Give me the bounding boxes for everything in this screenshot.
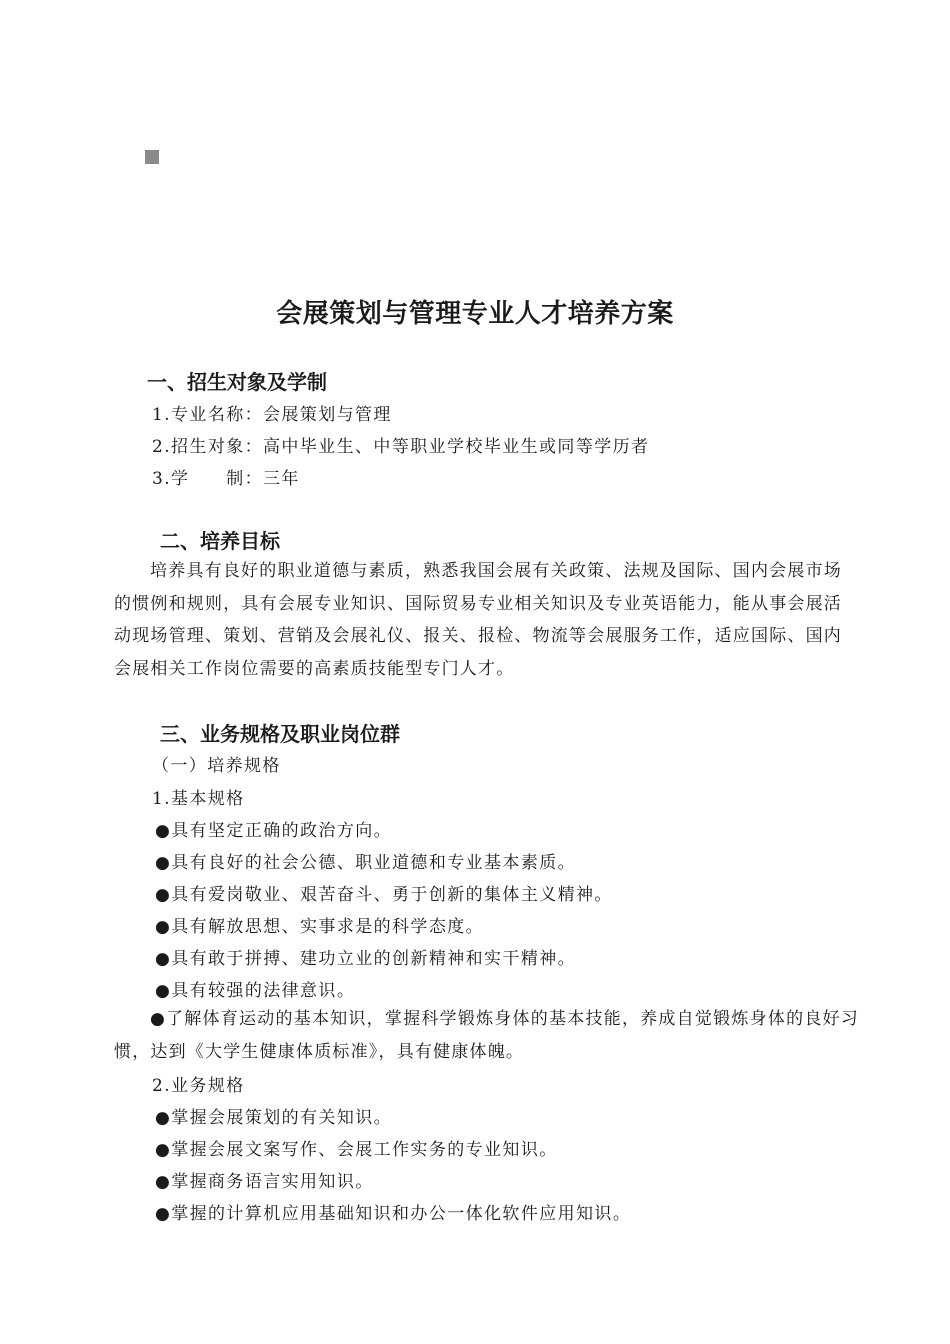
basic-spec-item: ●具有解放思想、实事求是的科学态度。 — [155, 917, 485, 937]
section1-item-target: 2.招生对象：高中毕业生、中等职业学校毕业生或同等学历者 — [152, 437, 650, 457]
business-spec-item: ●掌握会展策划的有关知识。 — [155, 1108, 393, 1128]
basic-spec-paragraph: ●了解体育运动的基本知识，掌握科学锻炼身体的基本技能，养成自觉锻炼身体的良好习惯，达到《大学生健康体质标准》，具有健康体魄。 — [114, 1009, 859, 1062]
business-spec-item: ●掌握的计算机应用基础知识和办公一体化软件应用知识。 — [155, 1204, 632, 1224]
document-title: 会展策划与管理专业人才培养方案 — [276, 299, 674, 329]
section1-heading: 一、招生对象及学制 — [147, 370, 327, 394]
basic-spec-item: ●具有敢于拼搏、建功立业的创新精神和实干精神。 — [155, 949, 577, 969]
basic-spec-item: ●具有良好的社会公德、职业道德和专业基本素质。 — [155, 853, 577, 873]
section2-paragraph: 培养具有良好的职业道德与素质，熟悉我国会展有关政策、法规及国际、国内会展市场的惯例和规则，具有会展专业知识、国际贸易专业相关知识及专业英语能力，能从事会展活动现场管理、策划、营销及会展礼仪、报关、报检、物流等会展服务工作，适应国际、国内会展相关工作岗位需要的高素质技能型专门人才。 — [114, 561, 842, 679]
business-spec-title: 2.业务规格 — [152, 1076, 245, 1096]
section3-heading: 三、业务规格及职业岗位群 — [160, 722, 400, 746]
basic-spec-item: ●具有爱岗敬业、艰苦奋斗、勇于创新的集体主义精神。 — [155, 885, 613, 905]
business-spec-item: ●掌握商务语言实用知识。 — [155, 1172, 374, 1192]
basic-spec-item: ●具有坚定正确的政治方向。 — [155, 821, 393, 841]
page-marker — [145, 150, 159, 164]
business-spec-item: ●掌握会展文案写作、会展工作实务的专业知识。 — [155, 1140, 558, 1160]
section3-subheading: （一）培养规格 — [152, 756, 281, 776]
section1-item-duration: 3.学 制：三年 — [152, 469, 300, 489]
basic-spec-title: 1.基本规格 — [152, 789, 245, 809]
section2-heading: 二、培养目标 — [160, 529, 280, 553]
section1-item-major: 1.专业名称：会展策划与管理 — [152, 405, 392, 425]
basic-spec-item: ●具有较强的法律意识。 — [155, 981, 356, 1001]
